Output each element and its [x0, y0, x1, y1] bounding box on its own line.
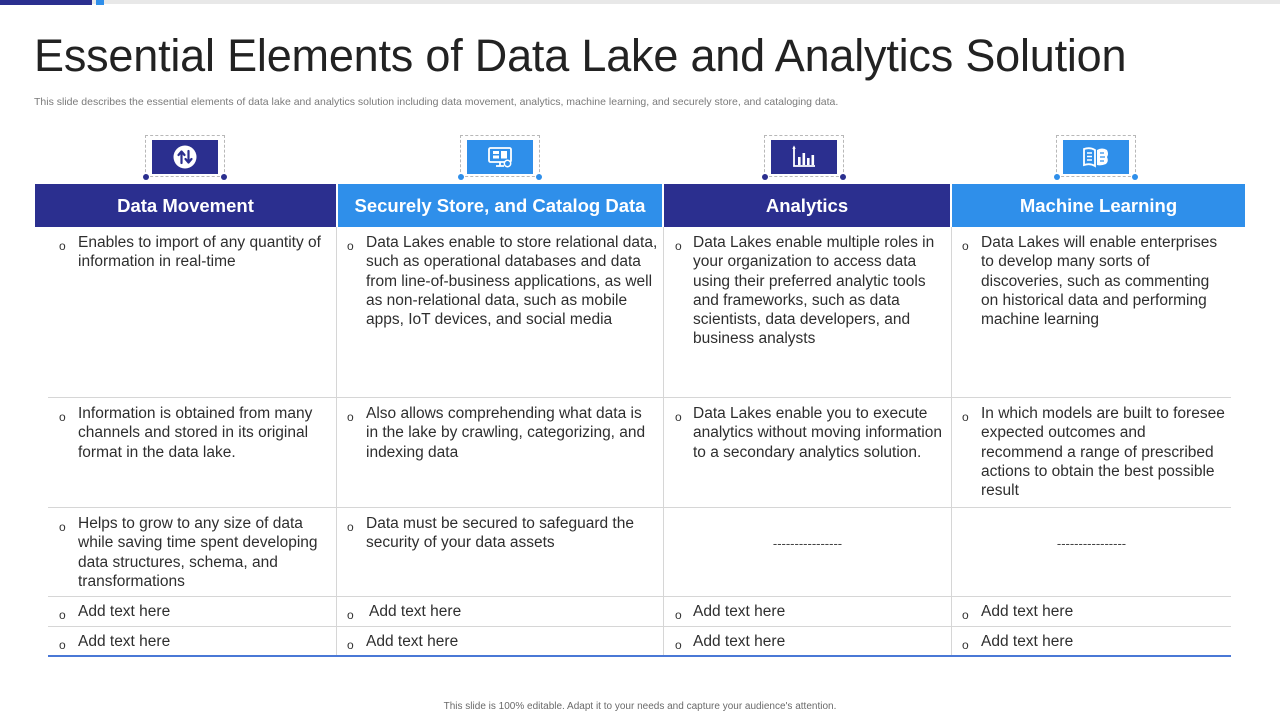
table-header-row	[35, 184, 1245, 227]
table-cell: o Also allows comprehending what data is in the lake by crawling, categorizing, and indexing data	[336, 398, 663, 507]
cell-text: Helps to grow to any size of data while saving time spent developing data structures, schema, and transformations	[78, 515, 318, 590]
header-analytics: Analytics	[662, 184, 950, 227]
table-cell: o Data Lakes enable multiple roles in your organization to access data using their preferred analytic tools and frameworks, such as data scientists, data developers, and business analysts	[663, 227, 951, 397]
table-row	[48, 508, 1231, 597]
table-cell: o In which models are built to foresee expected outcomes and recommend a range of prescribed actions to obtain the best possible result	[951, 398, 1231, 507]
top-accent-dark	[0, 0, 92, 5]
cell-text: Data must be secured to safeguard the security of your data assets	[366, 515, 634, 552]
machine-learning-icon-frame	[1056, 135, 1136, 177]
top-accent-line	[0, 0, 1280, 4]
bar-chart-icon	[771, 140, 837, 174]
table-cell: o Add text here	[663, 597, 951, 626]
table-cell	[663, 508, 951, 596]
table-cell: o Helps to grow to any size of data while saving time spent developing data structures, schema, and transformations	[48, 508, 336, 596]
storage-monitor-icon	[467, 140, 533, 174]
cell-text: Add text here	[981, 603, 1074, 620]
table-cell: o Data must be secured to safeguard the security of your data assets	[336, 508, 663, 596]
cell-text: In which models are built to foresee expected outcomes and recommend a range of prescribed actions to obtain the best possible result	[981, 405, 1225, 500]
data-movement-icon-frame	[145, 135, 225, 177]
table-cell: o Add text here	[48, 597, 336, 626]
cell-text: Data Lakes enable multiple roles in your organization to access data using their preferred analytic tools and frameworks, such as data scientists, data developers, and business analysts	[693, 234, 935, 348]
content-table	[48, 227, 1231, 657]
cell-text: Add text here	[366, 633, 459, 650]
table-cell: o Data Lakes enable you to execute analytics without moving information to a secondary analytics solution.	[663, 398, 951, 507]
footer-note: This slide is 100% editable. Adapt it to your needs and capture your audience's attention.	[443, 701, 837, 712]
table-cell: o Data Lakes will enable enterprises to develop many sorts of discoveries, such as commenting on historical data and performing machine learning	[951, 227, 1231, 397]
cell-text: Enables to import of any quantity of information in real-time	[78, 234, 321, 271]
table-cell: o Data Lakes enable to store relational data, such as operational databases and data from line-of-business applications, as well as non-relational data, such as mobile apps, IoT devices, and social media	[336, 227, 663, 397]
cell-text: Add text here	[78, 603, 171, 620]
table-cell: o Add text here	[336, 597, 663, 626]
table-cell	[951, 508, 1231, 596]
cell-text: Data Lakes will enable enterprises to develop many sorts of discoveries, such as commenting on historical data and performing machine learning	[981, 234, 1218, 329]
cell-text: Add text here	[693, 633, 786, 650]
cell-text: Also allows comprehending what data is in the lake by crawling, categorizing, and indexing data	[366, 405, 646, 461]
page-subtitle: This slide describes the essential elements of data lake and analytics solution including data movement, analytics, machine learning, and securely store, and cataloging data.	[34, 96, 839, 108]
placeholder-dashes: ----------------	[772, 536, 843, 551]
table-row	[48, 227, 1231, 398]
cell-text: Data Lakes enable you to execute analytics without moving information to a secondary analytics solution.	[693, 405, 942, 461]
table-cell: o Add text here	[336, 627, 663, 655]
transfer-arrows-icon	[152, 140, 218, 174]
brain-book-icon	[1063, 140, 1129, 174]
header-machine-learning: Machine Learning	[950, 184, 1245, 227]
cell-text: Add text here	[78, 633, 171, 650]
top-accent-light	[96, 0, 104, 5]
table-cell: o Enables to import of any quantity of information in real-time	[48, 227, 336, 397]
table-row	[48, 597, 1231, 627]
cell-text: Data Lakes enable to store relational data, such as operational databases and data from line-of-business applications, as well as non-relational data, such as mobile apps, IoT devices, and social media	[366, 234, 658, 329]
header-data-movement: Data Movement	[35, 184, 336, 227]
table-row	[48, 398, 1231, 508]
store-catalog-icon-frame	[460, 135, 540, 177]
header-securely-store: Securely Store, and Catalog Data	[336, 184, 662, 227]
cell-text: Information is obtained from many channels and stored in its original format in the data lake.	[78, 405, 313, 461]
table-row	[48, 627, 1231, 657]
page-title: Essential Elements of Data Lake and Analytics Solution	[34, 30, 1127, 81]
table-cell: o Add text here	[951, 597, 1231, 626]
table-cell: o Add text here	[48, 627, 336, 655]
placeholder-dashes: ----------------	[1056, 536, 1127, 551]
table-cell: o Information is obtained from many channels and stored in its original format in the data lake.	[48, 398, 336, 507]
cell-text: Add text here	[693, 603, 786, 620]
analytics-icon-frame	[764, 135, 844, 177]
cell-text: Add text here	[981, 633, 1074, 650]
table-cell: o Add text here	[663, 627, 951, 655]
cell-text: Add text here	[369, 603, 462, 620]
table-cell: o Add text here	[951, 627, 1231, 655]
